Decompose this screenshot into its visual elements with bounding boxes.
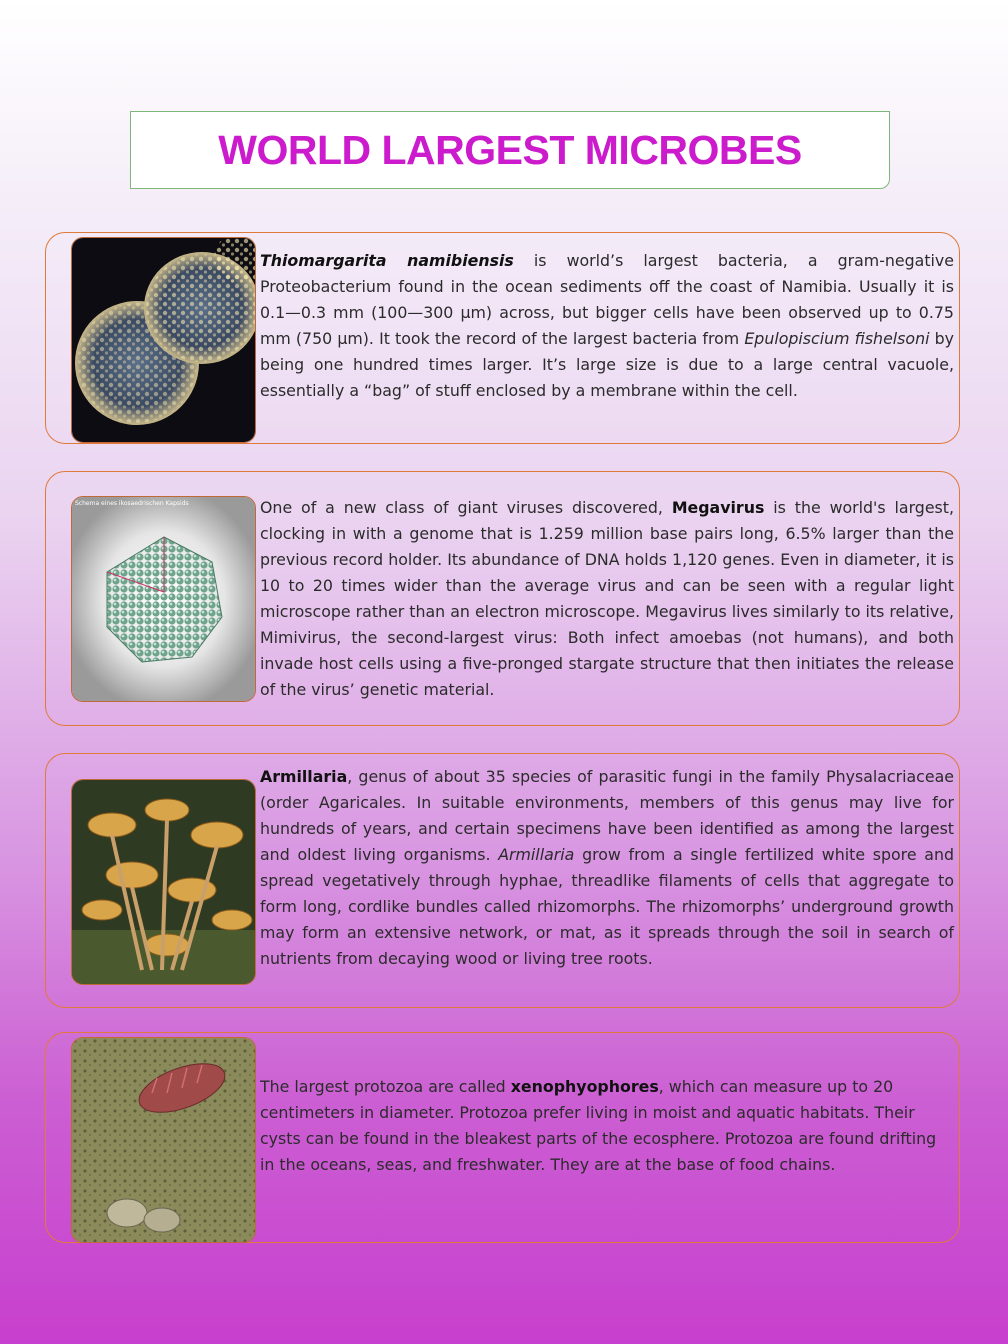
text-run: is the world's largest, clocking in with a genome that is 1.259 million base pairs long, 6.5% larger than the previous record holder. Its abundance of DNA holds 1,120 genes. Even in diameter, it is 10 to 20 times wider than the average virus and can be seen with a regular light microscope rather than an electron microscope. Megavirus lives similarly to its relative, Mimivirus, the second-largest virus: Both infect amoebas (not humans), and both invade host cells using a five-pronged stargate structure that then initiates the release of the virus’ genetic material. [260,498,954,699]
organism-name-italic: Armillaria [498,845,575,864]
card-text-thiomargarita [260,248,954,404]
card-text-armillaria [260,764,954,972]
organism-name-italic: Epulopiscium fishelsoni [744,329,930,348]
organism-name: Armillaria [260,767,348,786]
xenophyophore-seafloor-photo [71,1037,256,1243]
bacteria-cells-photo [71,237,256,443]
text-run: by being one hundred times larger. It’s large size is due to a large central vacuole, essentially a “bag” of stuff enclosed by a membrane within the cell. [260,329,954,400]
page-title: WORLD LARGEST MICROBES [218,126,802,173]
organism-name: Thiomargarita namibiensis [260,251,514,270]
organism-name: Megavirus [671,498,765,517]
card-armillaria [45,753,960,1008]
text-run: , which can measure up to 20 centimeters in diameter. Protozoa prefer living in moist and aquatic habitats. Their cysts can be found in the bleakest parts of the ecosphere. Protozoa are found drifting in the oceans, seas, and freshwater. They are at the base of food chains. [260,1077,937,1174]
text-run: grow from a single fertilized white spore and spread vegetatively through hyphae, threadlike filaments of cells that aggregate to form long, cordlike bundles called rhizomorphs. The rhizomorphs’ underground growth may form an extensive network, or mat, as it spreads through the soil in search of nutrients from decaying wood or living tree roots. [260,845,954,968]
card-text-xenophyophores [260,1074,954,1178]
text-run: , genus of about 35 species of parasitic fungi in the family Physalacriaceae (order Agaricales. In suitable environments, members of this genus may live for hundreds of years, and certain specimens have been identified as among the largest and oldest living organisms. [260,767,954,864]
text-run: is world’s largest bacteria, a gram-negative Proteobacterium found in the ocean sediments off the coast of Namibia. Usually it is 0.1—0.3 mm (100—300 µm) across, but bigger cells have been observed up to 0.75 mm (750 µm). It took the record of the largest bacteria from [260,251,954,348]
text-run: One of a new class of giant viruses discovered, [260,498,672,517]
title-box [130,111,890,189]
image-caption: Schema eines ikosaedrischen Kapsids [75,500,189,507]
armillaria-mushrooms-photo [71,779,256,985]
card-text-megavirus [260,495,954,703]
megavirus-capsid-illustration [71,496,256,702]
card-xenophyophores [45,1032,960,1243]
organism-name: xenophyophores [510,1077,659,1096]
card-thiomargarita [45,232,960,444]
text-run: The largest protozoa are called [260,1077,511,1096]
card-megavirus [45,471,960,726]
